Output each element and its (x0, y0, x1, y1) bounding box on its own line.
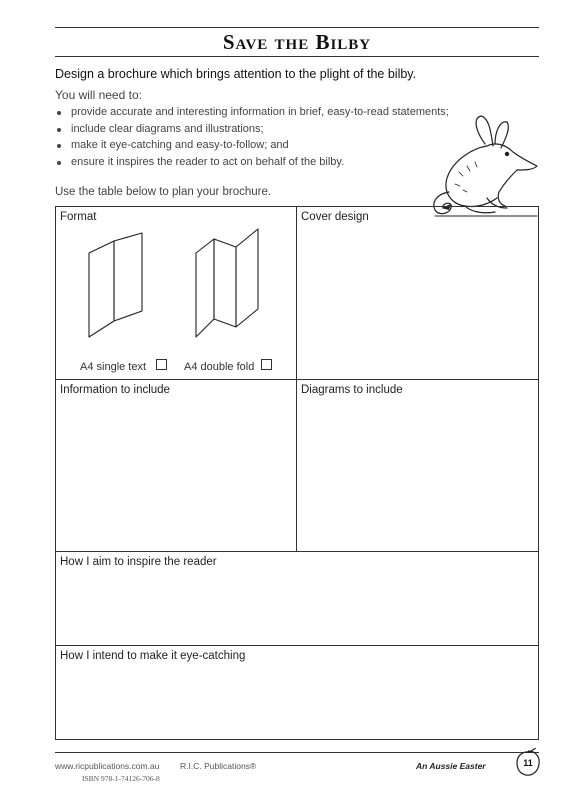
list-item: ensure it inspires the reader to act on behalf of the bilby. (71, 154, 449, 171)
footer-isbn: ISBN 978-1-74126-706-8 (82, 774, 160, 783)
double-fold-checkbox[interactable] (261, 359, 272, 370)
footer-book-title: An Aussie Easter (416, 761, 486, 771)
footer-website: www.ricpublications.com.au (55, 761, 160, 771)
inspire-label: How I aim to inspire the reader (60, 556, 217, 568)
requirements-list (55, 104, 449, 170)
information-label: Information to include (60, 384, 170, 396)
eye-catching-cell[interactable] (56, 646, 538, 739)
list-item: provide accurate and interesting information in brief, easy-to-read statements; (71, 104, 449, 121)
information-cell[interactable] (56, 380, 296, 551)
single-fold-brochure-icon (84, 229, 154, 347)
footer-publisher: R.I.C. Publications® (180, 761, 257, 771)
planning-table (55, 206, 539, 740)
eye-catching-label: How I intend to make it eye-catching (60, 650, 246, 662)
footer-rule (55, 752, 539, 753)
diagrams-label: Diagrams to include (301, 384, 403, 396)
list-item: include clear diagrams and illustrations; (71, 121, 449, 138)
format-cell (56, 207, 296, 379)
list-item: make it eye-catching and easy-to-follow; and (71, 137, 449, 154)
double-fold-brochure-icon (188, 219, 268, 347)
single-text-checkbox[interactable] (156, 359, 167, 370)
top-rule (55, 27, 539, 28)
diagrams-cell[interactable] (297, 380, 538, 551)
need-text: You will need to: (55, 88, 142, 102)
intro-text: Design a brochure which brings attention to the plight of the bilby. (55, 67, 417, 81)
double-fold-option-label: A4 double fold (184, 361, 255, 373)
cover-design-label: Cover design (301, 211, 369, 223)
title-rule (55, 56, 539, 57)
single-text-option-label: A4 single text (80, 361, 147, 373)
page-title: Save the Bilby (222, 30, 372, 54)
inspire-cell[interactable] (56, 552, 538, 645)
page-number: 11 (523, 758, 533, 768)
plan-text: Use the table below to plan your brochure. (55, 186, 272, 198)
bilby-illustration (425, 112, 547, 220)
format-label: Format (60, 211, 97, 223)
cover-design-cell[interactable] (297, 207, 538, 379)
